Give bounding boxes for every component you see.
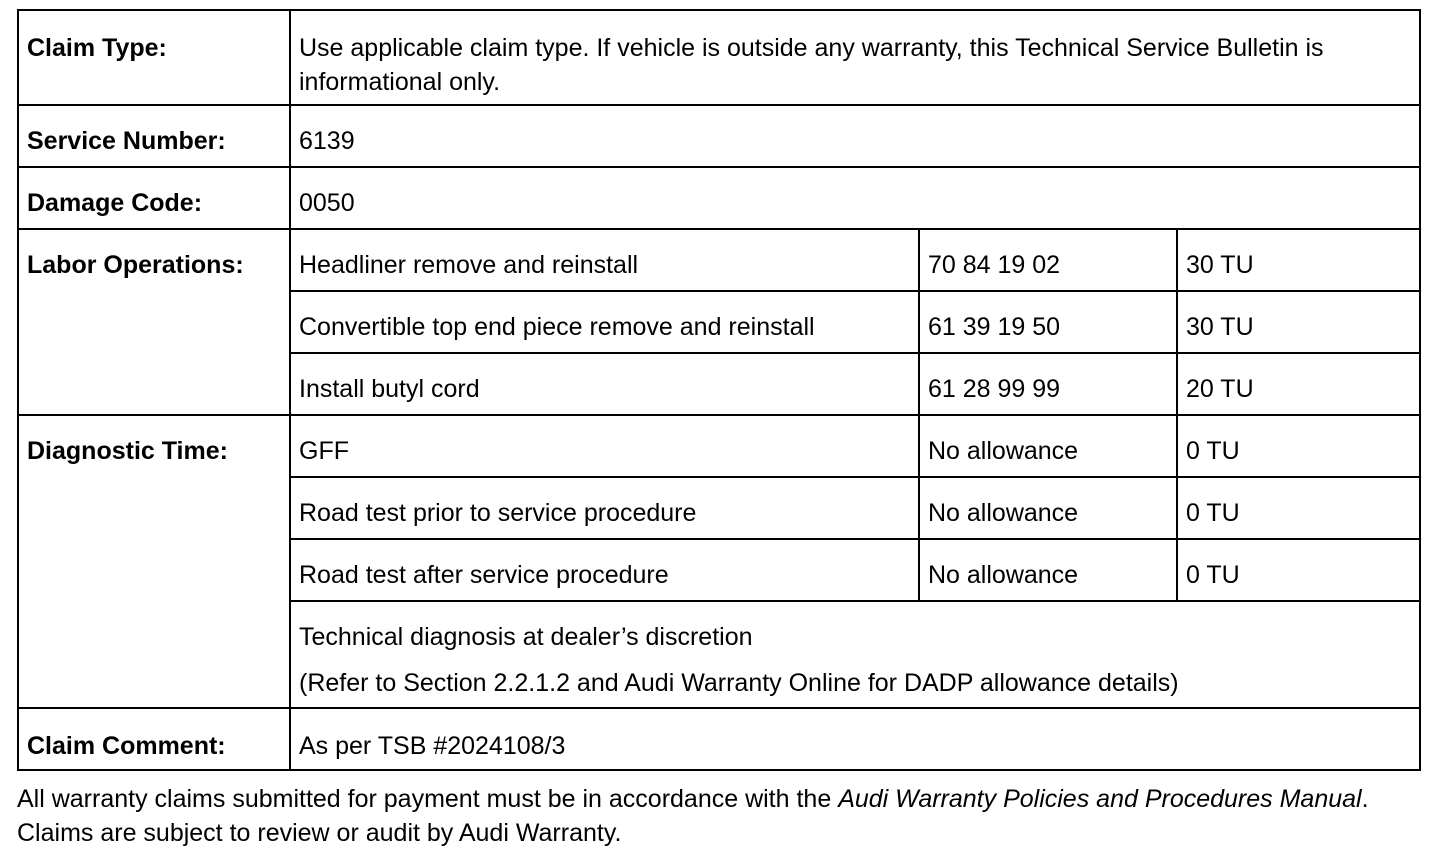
diagnostic-time-value: 0 TU <box>1177 477 1420 539</box>
damage-code-value: 0050 <box>290 167 1420 229</box>
damage-code-label: Damage Code: <box>18 167 290 229</box>
diagnostic-time-value: 0 TU <box>1177 539 1420 601</box>
claim-type-row <box>18 10 1420 105</box>
claim-type-value: Use applicable claim type. If vehicle is outside any warranty, this Technical Service Bulletin is informational only. <box>290 10 1420 105</box>
damage-code-row <box>18 167 1420 229</box>
service-number-row <box>18 105 1420 167</box>
diagnostic-description: GFF <box>290 415 919 477</box>
labor-operation-time: 20 TU <box>1177 353 1420 415</box>
warranty-footer-note <box>17 782 1419 850</box>
diagnostic-allowance: No allowance <box>919 477 1177 539</box>
labor-operation-time: 30 TU <box>1177 291 1420 353</box>
labor-operation-code: 61 39 19 50 <box>919 291 1177 353</box>
warranty-claim-table <box>17 9 1421 771</box>
diagnostic-time-row <box>18 415 1420 477</box>
footer-text-before: All warranty claims submitted for payment must be in accordance with the <box>17 785 839 813</box>
diagnostic-time-value: 0 TU <box>1177 415 1420 477</box>
claim-comment-row <box>18 708 1420 770</box>
claim-comment-label: Claim Comment: <box>18 708 290 770</box>
diagnostic-description: Road test prior to service procedure <box>290 477 919 539</box>
claim-comment-value: As per TSB #2024108/3 <box>290 708 1420 770</box>
labor-operation-description: Convertible top end piece remove and reinstall <box>290 291 919 353</box>
diagnostic-description: Road test after service procedure <box>290 539 919 601</box>
service-number-value: 6139 <box>290 105 1420 167</box>
claim-type-label: Claim Type: <box>18 10 290 105</box>
diagnostic-allowance: No allowance <box>919 415 1177 477</box>
labor-operation-time: 30 TU <box>1177 229 1420 291</box>
labor-operation-code: 70 84 19 02 <box>919 229 1177 291</box>
labor-operation-row <box>18 229 1420 291</box>
footer-text-after: . Claims are subject to review or audit by Audi Warranty. <box>17 785 1369 847</box>
technical-diagnosis-cell <box>290 601 1420 708</box>
labor-operation-description: Headliner remove and reinstall <box>290 229 919 291</box>
labor-operations-label: Labor Operations: <box>18 229 290 415</box>
labor-operation-description: Install butyl cord <box>290 353 919 415</box>
diagnostic-time-label: Diagnostic Time: <box>18 415 290 708</box>
warranty-manual-title: Audi Warranty Policies and Procedures Manual <box>838 785 1362 813</box>
diagnostic-allowance: No allowance <box>919 539 1177 601</box>
technical-diagnosis-text: Technical diagnosis at dealer’s discretion <box>299 623 753 651</box>
dadp-reference-note: (Refer to Section 2.2.1.2 and Audi Warranty Online for DADP allowance details) <box>299 669 1179 697</box>
labor-operation-code: 61 28 99 99 <box>919 353 1177 415</box>
service-number-label: Service Number: <box>18 105 290 167</box>
